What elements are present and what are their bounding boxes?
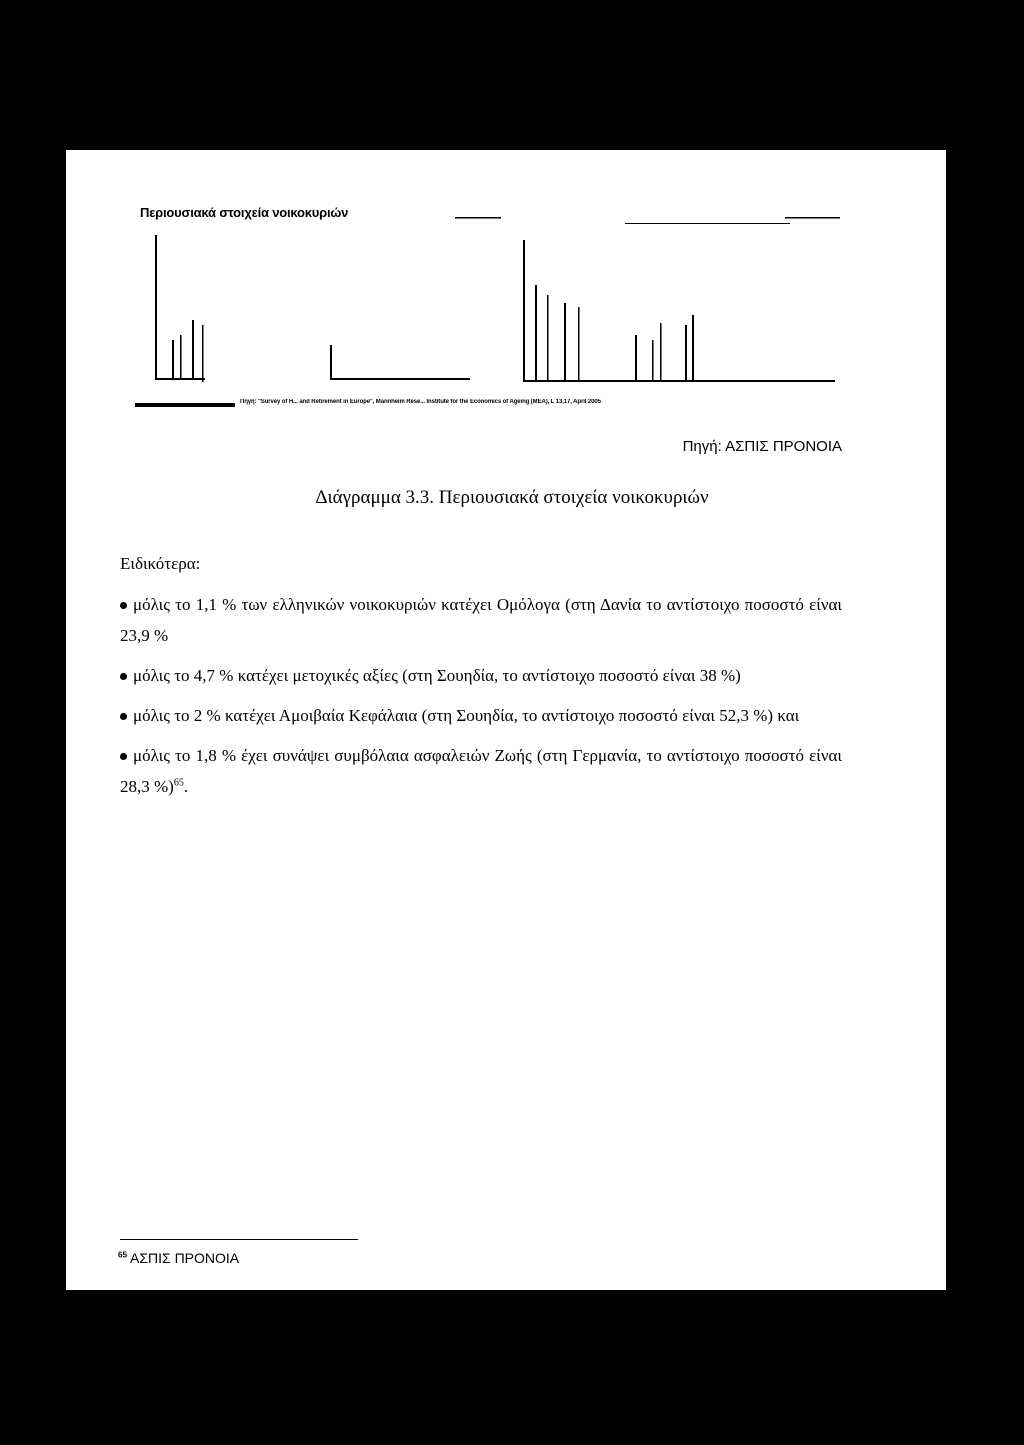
chart-axis — [523, 240, 525, 382]
intro-paragraph: Ειδικότερα: — [120, 554, 201, 573]
chart-axis — [330, 378, 470, 380]
footnote — [118, 1250, 239, 1266]
bullet-text: μόλις το 1,1 % των ελληνικών νοικοκυριών κατέχει Ομόλογα (στη Δανία το αντίστοιχο ποσοστό είναι 23,9 % — [120, 595, 842, 645]
diagram-title: Διάγραμμα 3.3. Περιουσιακά στοιχεία νοικοκυριών — [315, 487, 709, 508]
bullet-icon — [120, 753, 127, 760]
list-item — [120, 589, 842, 651]
chart-bar — [192, 320, 194, 380]
bullet-suffix: . — [183, 777, 189, 796]
chart-bar — [180, 335, 182, 380]
figure-title: Περιουσιακά στοιχεία νοικοκυριών — [140, 205, 349, 220]
chart-bar — [652, 340, 654, 380]
chart-bar — [202, 325, 204, 382]
list-item — [120, 660, 842, 691]
chart-axis — [330, 345, 332, 380]
figure-caption: Πηγή: "Survey of H... and Retirement in Europe", Mannheim Rese... Institute for the Economics of Ageing (MEA), L 13,17, April 2005 — [240, 399, 601, 405]
figure-rule — [785, 217, 840, 219]
figure-rule — [625, 223, 790, 224]
chart-bar — [635, 335, 637, 380]
chart-bar — [564, 303, 566, 380]
list-item — [120, 700, 842, 731]
figure-household-assets — [120, 195, 850, 435]
bullet-text: μόλις το 1,8 % έχει συνάψει συμβόλαια ασφαλειών Ζωής (στη Γερμανία, το αντίστοιχο ποσοστό είναι 28,3 %) — [120, 746, 842, 796]
bullet-text: μόλις το 4,7 % κατέχει μετοχικές αξίες (στη Σουηδία, το αντίστοιχο ποσοστό είναι 38 %) — [133, 666, 741, 685]
source-note: Πηγή: ΑΣΠΙΣ ΠΡΟΝΟΙΑ — [682, 438, 842, 455]
chart-bar — [692, 315, 694, 380]
footnote-number: 65 — [118, 1250, 127, 1260]
body-text — [120, 548, 842, 811]
page-number: 57 — [503, 1290, 521, 1307]
bullet-icon — [120, 602, 127, 609]
bullet-icon — [120, 713, 127, 720]
chart-axis — [155, 235, 157, 380]
chart-bar — [578, 307, 580, 380]
caption-rule — [135, 403, 235, 407]
bullet-list — [120, 589, 842, 802]
footnote-divider — [120, 1239, 358, 1240]
chart-bar — [172, 340, 174, 380]
chart-bar — [547, 295, 549, 380]
chart-axis — [523, 380, 835, 382]
bullet-icon — [120, 673, 127, 680]
chart-bar — [660, 323, 662, 380]
chart-bar — [685, 325, 687, 380]
figure-rule — [455, 217, 501, 219]
footnote-reference[interactable]: 65 — [173, 777, 184, 789]
list-item — [120, 740, 842, 802]
bullet-text: μόλις το 2 % κατέχει Αμοιβαία Κεφάλαια (στη Σουηδία, το αντίστοιχο ποσοστό είναι 52,3 %) και — [133, 706, 800, 725]
footnote-text: ΑΣΠΙΣ ΠΡΟΝΟΙΑ — [130, 1250, 240, 1266]
chart-bar — [535, 285, 537, 380]
